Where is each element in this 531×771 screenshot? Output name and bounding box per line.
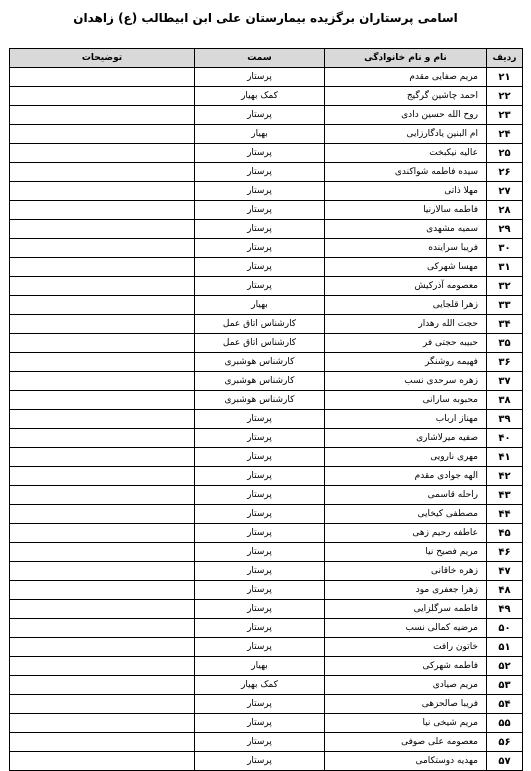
row-number: ۲۴ [487, 125, 523, 144]
table-row [10, 87, 523, 106]
table-body [10, 68, 523, 771]
person-role: کارشناس هوشبری [195, 391, 325, 410]
person-name: سمیه مشهدی [325, 220, 487, 239]
row-description [10, 163, 195, 182]
row-number: ۴۰ [487, 429, 523, 448]
table-row [10, 543, 523, 562]
person-name: فاطمه شهرکی [325, 657, 487, 676]
row-number: ۳۴ [487, 315, 523, 334]
row-number: ۴۲ [487, 467, 523, 486]
person-role: پرستار [195, 239, 325, 258]
row-number: ۲۹ [487, 220, 523, 239]
row-number: ۳۲ [487, 277, 523, 296]
person-role: پرستار [195, 429, 325, 448]
person-name: مهناز ارباب [325, 410, 487, 429]
row-description [10, 524, 195, 543]
row-number: ۳۵ [487, 334, 523, 353]
row-description [10, 505, 195, 524]
person-name: زهرا قلجایی [325, 296, 487, 315]
person-role: پرستار [195, 638, 325, 657]
table-row [10, 467, 523, 486]
nurses-table [9, 48, 523, 771]
row-description [10, 68, 195, 87]
row-description [10, 277, 195, 296]
person-role: پرستار [195, 201, 325, 220]
header-description: توضیحات [10, 49, 195, 68]
person-name: معصومه آذرکیش [325, 277, 487, 296]
row-description [10, 410, 195, 429]
row-description [10, 391, 195, 410]
row-description [10, 125, 195, 144]
row-description [10, 619, 195, 638]
row-number: ۳۱ [487, 258, 523, 277]
person-role: پرستار [195, 467, 325, 486]
row-description [10, 258, 195, 277]
person-role: کارشناس اتاق عمل [195, 334, 325, 353]
person-name: صفیه میرلاشاری [325, 429, 487, 448]
person-role: کارشناس اتاق عمل [195, 315, 325, 334]
row-number: ۲۳ [487, 106, 523, 125]
table-row [10, 144, 523, 163]
row-number: ۴۹ [487, 600, 523, 619]
table-row [10, 315, 523, 334]
row-number: ۵۳ [487, 676, 523, 695]
person-role: پرستار [195, 581, 325, 600]
person-role: کارشناس هوشبری [195, 353, 325, 372]
row-number: ۳۷ [487, 372, 523, 391]
table-row [10, 220, 523, 239]
row-description [10, 714, 195, 733]
person-name: مریم صیادی [325, 676, 487, 695]
person-name: زهره خاقانی [325, 562, 487, 581]
row-description [10, 239, 195, 258]
person-name: عالیه نیکبخت [325, 144, 487, 163]
person-role: پرستار [195, 619, 325, 638]
table-row [10, 201, 523, 220]
row-number: ۴۱ [487, 448, 523, 467]
row-description [10, 182, 195, 201]
table-row [10, 353, 523, 372]
person-role: بهیار [195, 657, 325, 676]
row-description [10, 334, 195, 353]
row-number: ۵۷ [487, 752, 523, 771]
row-description [10, 562, 195, 581]
row-description [10, 733, 195, 752]
row-number: ۴۴ [487, 505, 523, 524]
person-name: مهری نارویی [325, 448, 487, 467]
person-role: پرستار [195, 106, 325, 125]
person-role: پرستار [195, 524, 325, 543]
table-row [10, 391, 523, 410]
person-name: مریم شیخی نیا [325, 714, 487, 733]
table-row [10, 372, 523, 391]
row-description [10, 315, 195, 334]
row-description [10, 638, 195, 657]
table-row [10, 258, 523, 277]
row-description [10, 353, 195, 372]
table-row [10, 581, 523, 600]
person-name: مهلا ذاتی [325, 182, 487, 201]
person-name: فاطمه سرگلزایی [325, 600, 487, 619]
table-row [10, 68, 523, 87]
row-description [10, 448, 195, 467]
person-role: پرستار [195, 562, 325, 581]
table-row [10, 125, 523, 144]
row-number: ۳۸ [487, 391, 523, 410]
row-number: ۴۶ [487, 543, 523, 562]
person-name: حجت الله رهدار [325, 315, 487, 334]
table-row [10, 657, 523, 676]
person-role: پرستار [195, 695, 325, 714]
table-row [10, 239, 523, 258]
row-number: ۲۱ [487, 68, 523, 87]
row-description [10, 220, 195, 239]
person-role: پرستار [195, 486, 325, 505]
table-row [10, 733, 523, 752]
page-title: اسامی پرستاران برگزیده بیمارستان علی ابن ابیطالب (ع) زاهدان [73, 11, 458, 25]
table-row [10, 296, 523, 315]
header-name: نام و نام خانوادگی [325, 49, 487, 68]
row-number: ۳۰ [487, 239, 523, 258]
row-number: ۵۱ [487, 638, 523, 657]
person-name: خاتون رافت [325, 638, 487, 657]
row-number: ۴۳ [487, 486, 523, 505]
row-number: ۴۵ [487, 524, 523, 543]
table-row [10, 752, 523, 771]
row-description [10, 695, 195, 714]
row-number: ۵۵ [487, 714, 523, 733]
row-number: ۴۸ [487, 581, 523, 600]
row-description [10, 752, 195, 771]
table-row [10, 486, 523, 505]
row-description [10, 543, 195, 562]
header-role: سمت [195, 49, 325, 68]
person-role: بهیار [195, 296, 325, 315]
person-name: سیده فاطمه شواکندی [325, 163, 487, 182]
table-row [10, 562, 523, 581]
person-name: معصومه علی صوفی [325, 733, 487, 752]
row-number: ۵۶ [487, 733, 523, 752]
row-number: ۲۸ [487, 201, 523, 220]
person-role: پرستار [195, 277, 325, 296]
person-role: پرستار [195, 410, 325, 429]
table-row [10, 600, 523, 619]
row-description [10, 87, 195, 106]
person-name: فریبا صالحزهی [325, 695, 487, 714]
person-name: مریم فصیح نیا [325, 543, 487, 562]
person-role: پرستار [195, 600, 325, 619]
row-description [10, 106, 195, 125]
table-row [10, 448, 523, 467]
person-role: کمک بهیار [195, 676, 325, 695]
person-name: فاطمه سالارنیا [325, 201, 487, 220]
table-row [10, 676, 523, 695]
person-name: مریم صفایی مقدم [325, 68, 487, 87]
person-name: عاطفه رحیم زهی [325, 524, 487, 543]
person-role: پرستار [195, 505, 325, 524]
row-description [10, 201, 195, 220]
person-role: کمک بهیار [195, 87, 325, 106]
person-name: مرضیه کمالی نسب [325, 619, 487, 638]
person-name: روح الله حسین دادی [325, 106, 487, 125]
row-number: ۳۳ [487, 296, 523, 315]
person-name: الهه جوادی مقدم [325, 467, 487, 486]
table-row [10, 714, 523, 733]
row-description [10, 467, 195, 486]
table-row [10, 182, 523, 201]
person-role: پرستار [195, 752, 325, 771]
row-number: ۵۴ [487, 695, 523, 714]
row-number: ۵۲ [487, 657, 523, 676]
person-name: راحله قاسمی [325, 486, 487, 505]
row-number: ۲۵ [487, 144, 523, 163]
person-role: پرستار [195, 714, 325, 733]
table-row [10, 334, 523, 353]
row-description [10, 486, 195, 505]
person-role: پرستار [195, 144, 325, 163]
table-row [10, 163, 523, 182]
table-row [10, 505, 523, 524]
person-name: مصطفی کیخایی [325, 505, 487, 524]
person-name: محبوبه سارانی [325, 391, 487, 410]
person-role: پرستار [195, 220, 325, 239]
row-number: ۳۹ [487, 410, 523, 429]
person-name: مهدیه دوستکامی [325, 752, 487, 771]
table-row [10, 410, 523, 429]
person-name: زهرا جعفری مود [325, 581, 487, 600]
person-name: احمد چاشین گرگیج [325, 87, 487, 106]
row-description [10, 600, 195, 619]
table-row [10, 106, 523, 125]
person-role: پرستار [195, 182, 325, 201]
person-name: فهیمه روشنگر [325, 353, 487, 372]
person-name: مهسا شهرکی [325, 258, 487, 277]
table-row [10, 524, 523, 543]
table-row [10, 429, 523, 448]
table-row [10, 277, 523, 296]
table-row [10, 638, 523, 657]
row-number: ۲۲ [487, 87, 523, 106]
person-name: فریبا سراینده [325, 239, 487, 258]
person-role: پرستار [195, 163, 325, 182]
row-description [10, 144, 195, 163]
row-number: ۵۰ [487, 619, 523, 638]
person-name: حبیبه حجتی فر [325, 334, 487, 353]
person-role: پرستار [195, 448, 325, 467]
row-description [10, 296, 195, 315]
header-row-number: ردیف [487, 49, 523, 68]
person-role: پرستار [195, 733, 325, 752]
person-role: بهیار [195, 125, 325, 144]
table-row [10, 695, 523, 714]
table-row [10, 619, 523, 638]
row-number: ۳۶ [487, 353, 523, 372]
row-number: ۲۷ [487, 182, 523, 201]
row-description [10, 676, 195, 695]
row-number: ۲۶ [487, 163, 523, 182]
row-description [10, 372, 195, 391]
person-name: ام البنین یادگارزایی [325, 125, 487, 144]
person-name: زهره سرحدی نسب [325, 372, 487, 391]
person-role: پرستار [195, 543, 325, 562]
row-description [10, 581, 195, 600]
person-role: پرستار [195, 68, 325, 87]
row-description [10, 657, 195, 676]
row-description [10, 429, 195, 448]
row-number: ۴۷ [487, 562, 523, 581]
table-header-row [10, 49, 523, 68]
person-role: کارشناس هوشبری [195, 372, 325, 391]
person-role: پرستار [195, 258, 325, 277]
